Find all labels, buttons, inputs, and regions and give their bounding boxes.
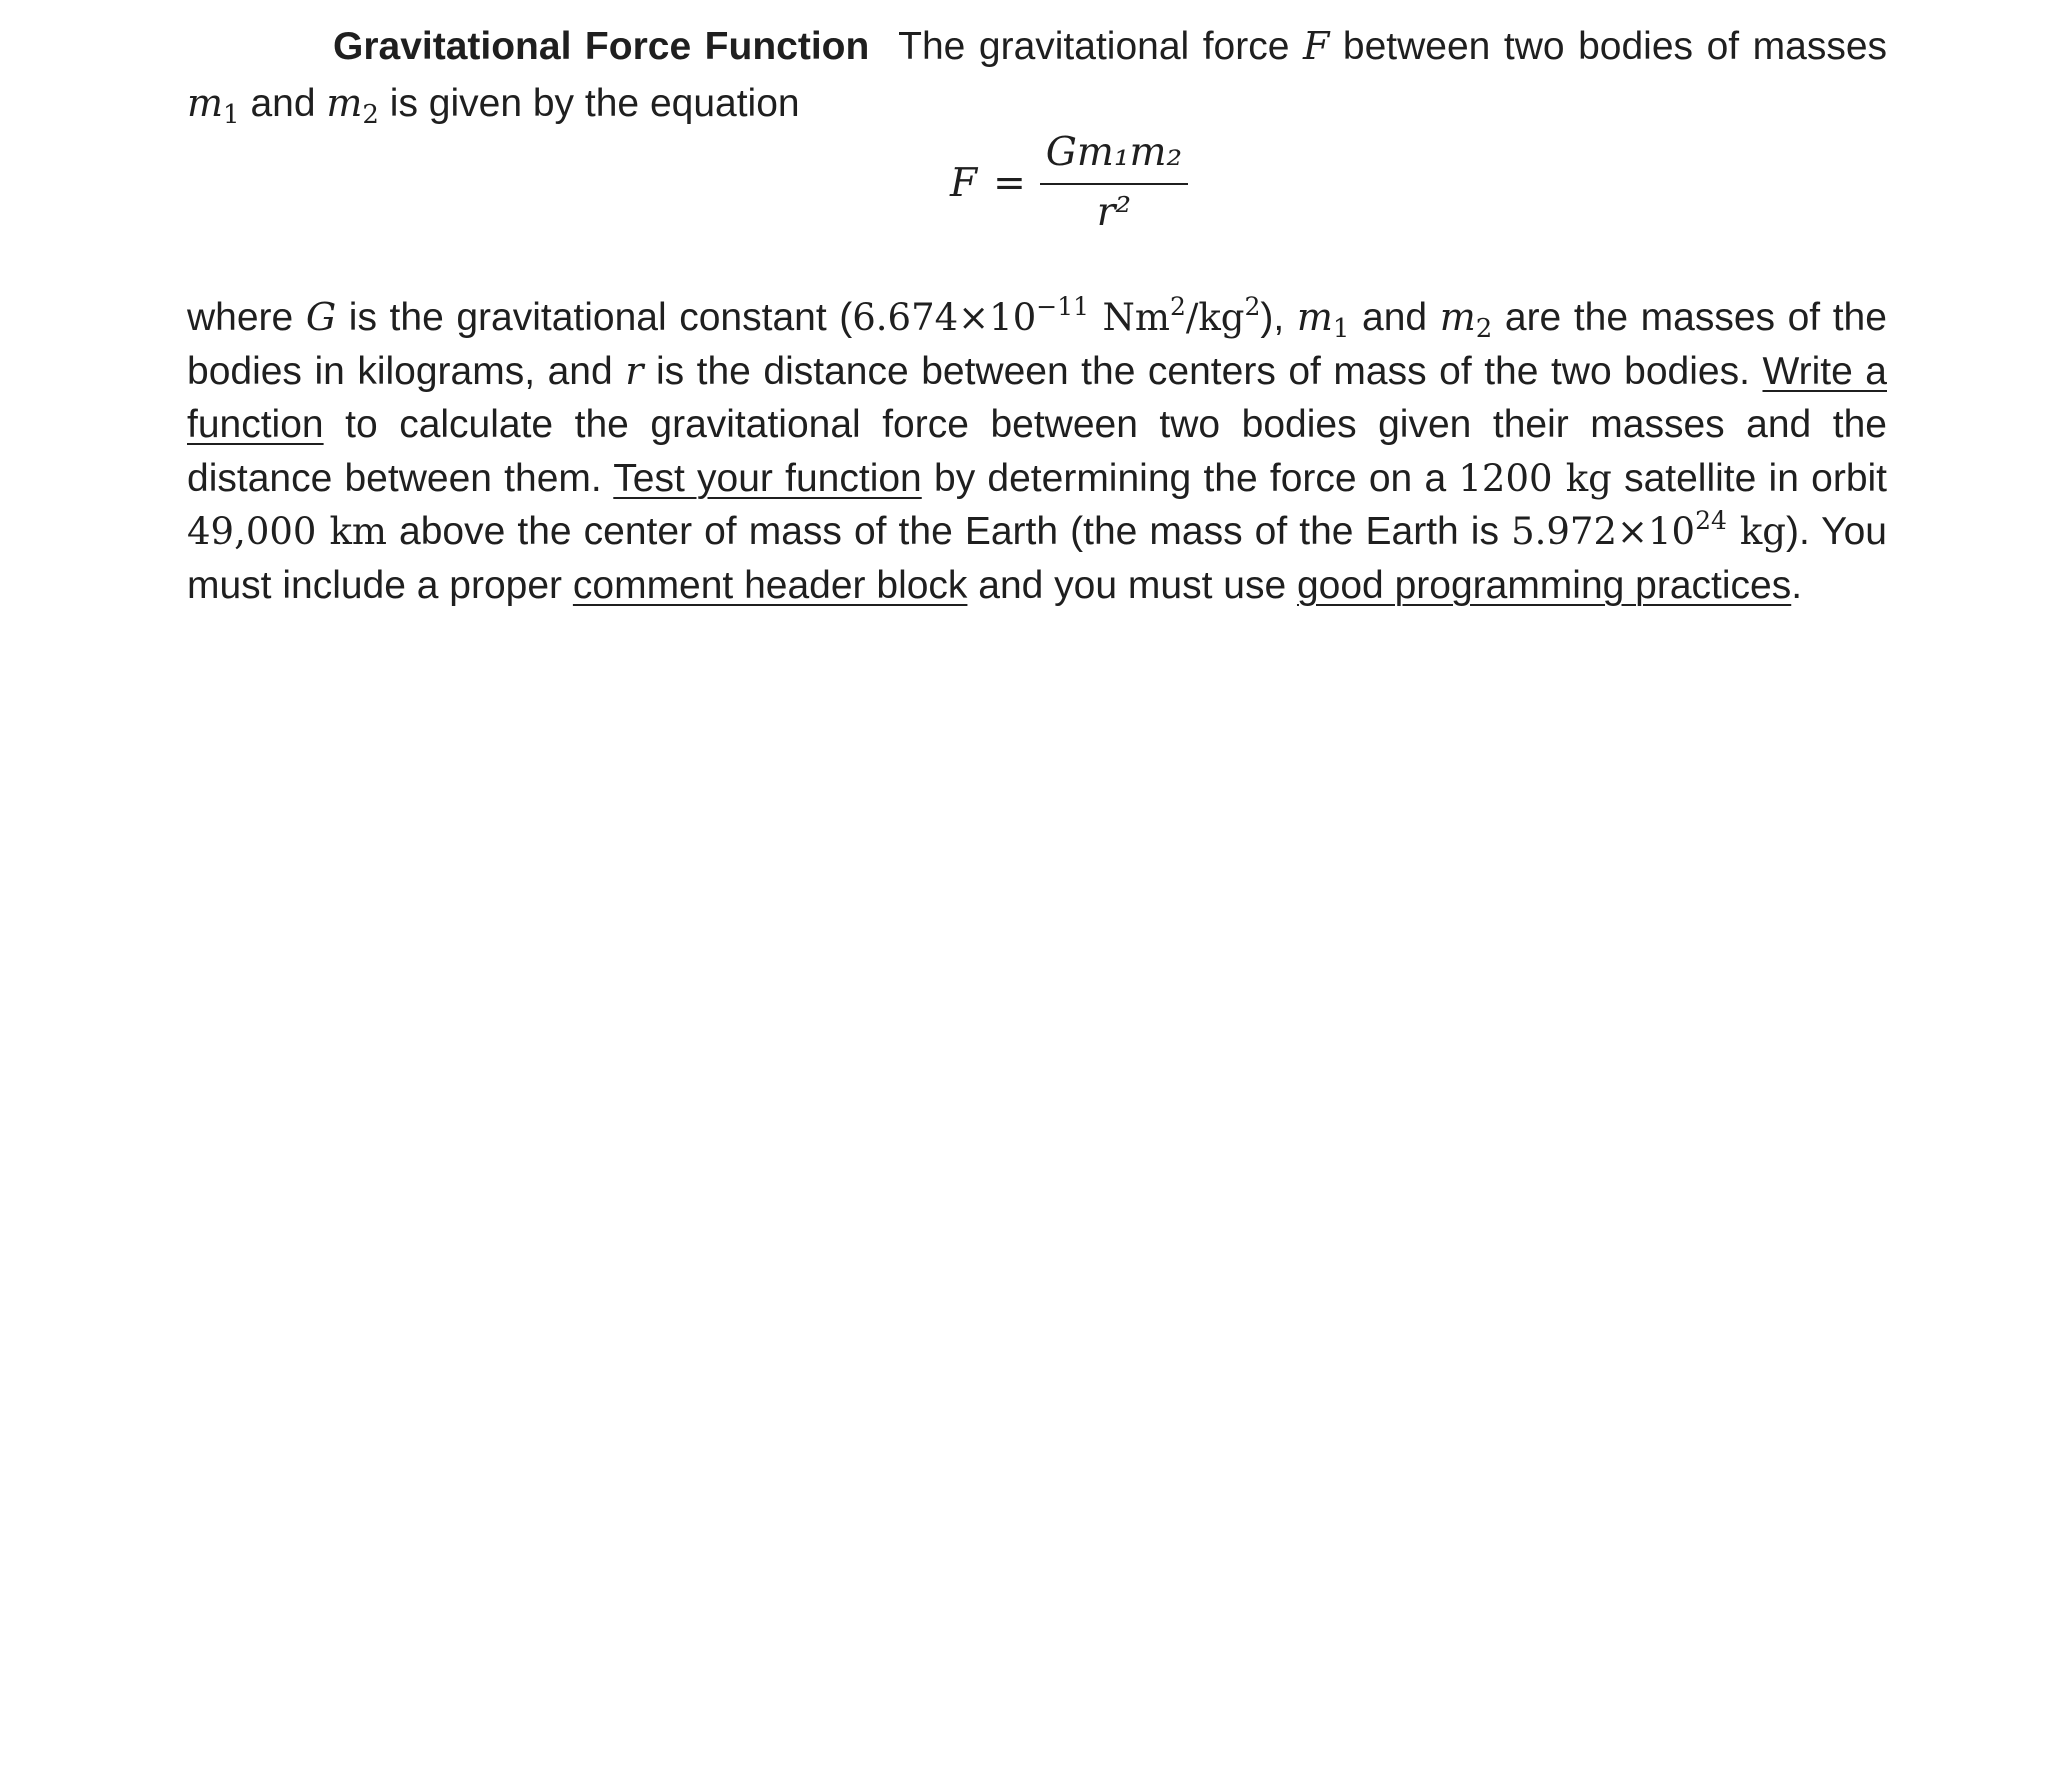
satellite-mass: 1200 kg — [1458, 456, 1612, 500]
gravitational-constant: $6.674\times 10^{-11}$ $Nm^2/kg^2$ — [852, 292, 1261, 339]
gravity-equation — [950, 128, 1188, 238]
equation-denominator: r² — [1096, 190, 1132, 235]
intro-paragraph — [187, 18, 1887, 132]
description-paragraph: where G is the gravitational constant ($6.674\times 10^{-11}$ $Nm^2/kg^2$), $m_1$ and $m_2$ are the masses of the bodies in kilograms, and r is the distance between the centers of mass of the two bodies. Write a function to calculate the gravitational force between two bodies given their masses and the distance between them. Test your function by determining the force on a 1200 kg satellite in orbit 49,000 km above the center of mass of the Earth (the mass of the Earth is $5.972\times 10^{24}$ kg). You must include a proper comment header block and you must use good programming practices. — [187, 292, 1888, 607]
intro-text: and — [250, 82, 316, 125]
earth-mass: $5.972\times 10^{24}$ kg — [1511, 506, 1786, 553]
intro-text: between two bodies of masses — [1342, 25, 1888, 68]
test-function-instruction: Test your function — [613, 456, 922, 500]
var-force: F — [1302, 24, 1330, 68]
equation-equals: = — [993, 160, 1026, 206]
write-function-instruction: Write a function — [187, 349, 1887, 446]
equation-numerator: Gm₁m₂ — [1040, 127, 1188, 185]
var-g: G — [305, 295, 337, 339]
equation-lhs: F — [950, 160, 978, 206]
var-mass-1: $m_1$ — [187, 81, 240, 130]
var-mass-1: $m_1$ — [1296, 295, 1350, 344]
var-mass-2: $m_2$ — [326, 81, 379, 130]
var-mass-2: $m_2$ — [1439, 295, 1493, 344]
equation-fraction — [1040, 127, 1188, 239]
var-r: r — [625, 348, 644, 393]
orbit-distance: 49,000 km — [187, 510, 387, 553]
intro-text: is given by the equation — [389, 82, 800, 125]
intro-text: The gravitational force — [898, 25, 1290, 68]
problem-heading: Gravitational Force Function — [333, 25, 870, 68]
good-practices-instruction: good programming practices — [1296, 563, 1792, 607]
comment-header-instruction: comment header block — [572, 563, 968, 607]
